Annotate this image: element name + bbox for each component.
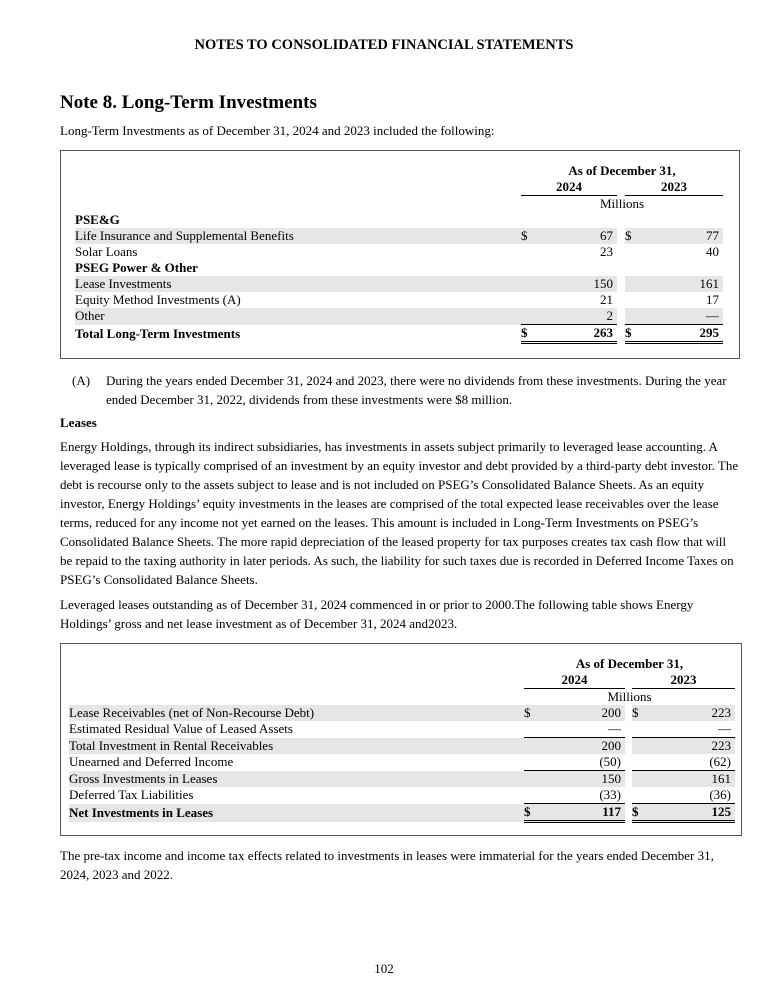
gap <box>617 325 625 343</box>
gap <box>625 787 632 804</box>
value-2023: 223 <box>644 705 735 721</box>
dollar-sign: $ <box>524 804 538 822</box>
value-2023 <box>637 212 723 228</box>
table1 <box>75 163 723 344</box>
value-2024: — <box>538 721 625 738</box>
value-2024: 200 <box>538 705 625 721</box>
dollar-sign <box>521 260 535 276</box>
row-label: PSEG Power & Other <box>75 260 198 275</box>
row-label: Lease Receivables (net of Non-Recourse Debt) <box>69 705 524 721</box>
gap <box>625 721 632 738</box>
note-title: Note 8. Long-Term Investments <box>60 92 317 113</box>
table-row <box>69 804 735 822</box>
value-2023: — <box>637 308 723 325</box>
dollar-sign <box>632 771 644 788</box>
year-header: 2023 <box>632 672 735 689</box>
period-header: As of December 31, <box>575 656 684 671</box>
value-2023: (36) <box>644 787 735 804</box>
dollar-sign <box>625 244 637 260</box>
dollar-sign <box>632 738 644 755</box>
value-2024: 263 <box>535 325 617 343</box>
dollar-sign <box>625 260 637 276</box>
table-row <box>75 308 723 325</box>
row-label: Estimated Residual Value of Leased Assets <box>69 721 293 737</box>
leases-paragraph: Leveraged leases outstanding as of December 31, 2024 commenced in or prior to 2000.The following table shows Energy Holdings’ gross and net lease investment as of December 31, 2024 and2023. <box>60 597 694 631</box>
value-2024: 200 <box>538 738 625 755</box>
row-label: Life Insurance and Supplemental Benefits <box>75 228 521 244</box>
value-2024: 150 <box>535 276 617 292</box>
unit-label: Millions <box>607 689 652 704</box>
value-2024 <box>535 260 617 276</box>
row-label: Equity Method Investments (A) <box>75 292 241 307</box>
value-2024: 117 <box>538 804 625 822</box>
closing-paragraph: The pre-tax income and income tax effects related to investments in leases were immaterial for the years ended December 31, 2024, 2023 and 2022. <box>60 848 714 882</box>
dollar-sign <box>521 276 535 292</box>
dollar-sign <box>632 787 644 804</box>
value-2024: (50) <box>538 754 625 771</box>
table2 <box>69 656 735 823</box>
section-header-row <box>75 260 723 276</box>
gap <box>617 228 625 244</box>
dollar-sign <box>625 308 637 325</box>
value-2024: (33) <box>538 787 625 804</box>
long-term-investments-table <box>60 150 740 359</box>
footnote <box>72 371 740 409</box>
dollar-sign <box>632 754 644 771</box>
table-row <box>69 754 735 771</box>
row-label: Total Long-Term Investments <box>75 325 241 341</box>
value-2023: 161 <box>637 276 723 292</box>
dollar-sign <box>524 787 538 804</box>
table-row <box>75 228 723 244</box>
row-label: Solar Loans <box>75 244 138 259</box>
page-header: NOTES TO CONSOLIDATED FINANCIAL STATEMENTS <box>194 37 574 53</box>
intro-text: Long-Term Investments as of December 31, 2024 and 2023 included the following: <box>60 123 495 138</box>
leases-heading: Leases <box>60 415 97 430</box>
value-2023: 295 <box>637 325 723 343</box>
row-label: Deferred Tax Liabilities <box>69 787 194 803</box>
page-number: 102 <box>374 961 394 976</box>
table-row <box>75 244 723 260</box>
gap <box>625 705 632 721</box>
dollar-sign <box>524 771 538 788</box>
row-label: Other <box>75 308 521 325</box>
year-header: 2023 <box>625 179 723 196</box>
value-2023: 77 <box>637 228 723 244</box>
leases-paragraph: Energy Holdings, through its indirect subsidiaries, has investments in assets subject primarily to leveraged lease accounting. A leveraged lease is typically comprised of an investment by an equity investor and debt provided by a third-party debt investor. The debt is recourse only to the assets subject to lease and is not included on PSEG’s Consolidated Balance Sheets. As an equity investor, Energy Holdings’ equity investments in the leases are comprised of the total expected lease receivables over the lease terms, reduced for any income not yet earned on the leases. This amount is included in Long-Term Investments on PSEG’s Consolidated Balance Sheets. The more rapid depreciation of the leased property for tax purposes creates tax cash flow that will be repaid to the taxing authority in later periods. As such, the liability for such taxes due is recorded in Deferred Income Taxes on PSEG’s Consolidated Balance Sheets. <box>60 439 739 587</box>
dollar-sign <box>524 721 538 738</box>
row-label: Total Investment in Rental Receivables <box>69 738 524 755</box>
value-2023: — <box>644 721 735 738</box>
value-2023 <box>637 260 723 276</box>
value-2024: 67 <box>535 228 617 244</box>
dollar-sign <box>625 276 637 292</box>
table-row <box>75 276 723 292</box>
dollar-sign: $ <box>625 325 637 343</box>
gap <box>625 804 632 822</box>
table-row <box>69 721 735 738</box>
gap <box>617 244 625 260</box>
gap <box>625 738 632 755</box>
row-label: Lease Investments <box>75 276 521 292</box>
dollar-sign <box>625 292 637 308</box>
gap <box>617 292 625 308</box>
footnote-text: During the years ended December 31, 2024 and 2023, there were no dividends from these investments. During the year ended December 31, 2022, dividends from these investments were $8 million. <box>106 373 727 407</box>
dollar-sign: $ <box>632 804 644 822</box>
dollar-sign: $ <box>625 228 637 244</box>
table-row <box>75 292 723 308</box>
gap <box>617 276 625 292</box>
period-header: As of December 31, <box>568 163 676 178</box>
year-header: 2024 <box>524 672 625 689</box>
dollar-sign: $ <box>632 705 644 721</box>
row-label: Net Investments in Leases <box>69 804 524 822</box>
gap <box>625 754 632 771</box>
dollar-sign <box>632 721 644 738</box>
value-2024: 150 <box>538 771 625 788</box>
unit-label: Millions <box>599 196 645 211</box>
value-2024: 23 <box>600 244 613 259</box>
row-label: Unearned and Deferred Income <box>69 754 234 770</box>
value-2024: 21 <box>600 292 613 307</box>
value-2024 <box>535 212 617 228</box>
dollar-sign: $ <box>521 325 535 343</box>
gap <box>625 771 632 788</box>
footnote-label: (A) <box>72 373 91 388</box>
dollar-sign: $ <box>521 228 535 244</box>
table-row <box>69 771 735 788</box>
gap <box>617 308 625 325</box>
dollar-sign <box>524 738 538 755</box>
lease-investment-table <box>60 643 742 836</box>
table-row <box>69 787 735 804</box>
dollar-sign: $ <box>524 705 538 721</box>
dollar-sign <box>521 308 535 325</box>
table-row <box>69 705 735 721</box>
gap <box>617 212 625 228</box>
dollar-sign <box>625 212 637 228</box>
table-row <box>69 738 735 755</box>
dollar-sign <box>521 292 535 308</box>
value-2023: 17 <box>706 292 719 307</box>
value-2023: (62) <box>644 754 735 771</box>
value-2023: 161 <box>644 771 735 788</box>
dollar-sign <box>521 212 535 228</box>
value-2023: 125 <box>644 804 735 822</box>
gap <box>617 260 625 276</box>
dollar-sign <box>521 244 535 260</box>
value-2023: 40 <box>706 244 719 259</box>
year-header: 2024 <box>521 179 617 196</box>
value-2023: 223 <box>644 738 735 755</box>
value-2024: 2 <box>535 308 617 325</box>
row-label: Gross Investments in Leases <box>69 771 524 788</box>
dollar-sign <box>524 754 538 771</box>
row-label: PSE&G <box>75 212 120 227</box>
section-header-row <box>75 212 723 228</box>
table-row <box>75 325 723 343</box>
